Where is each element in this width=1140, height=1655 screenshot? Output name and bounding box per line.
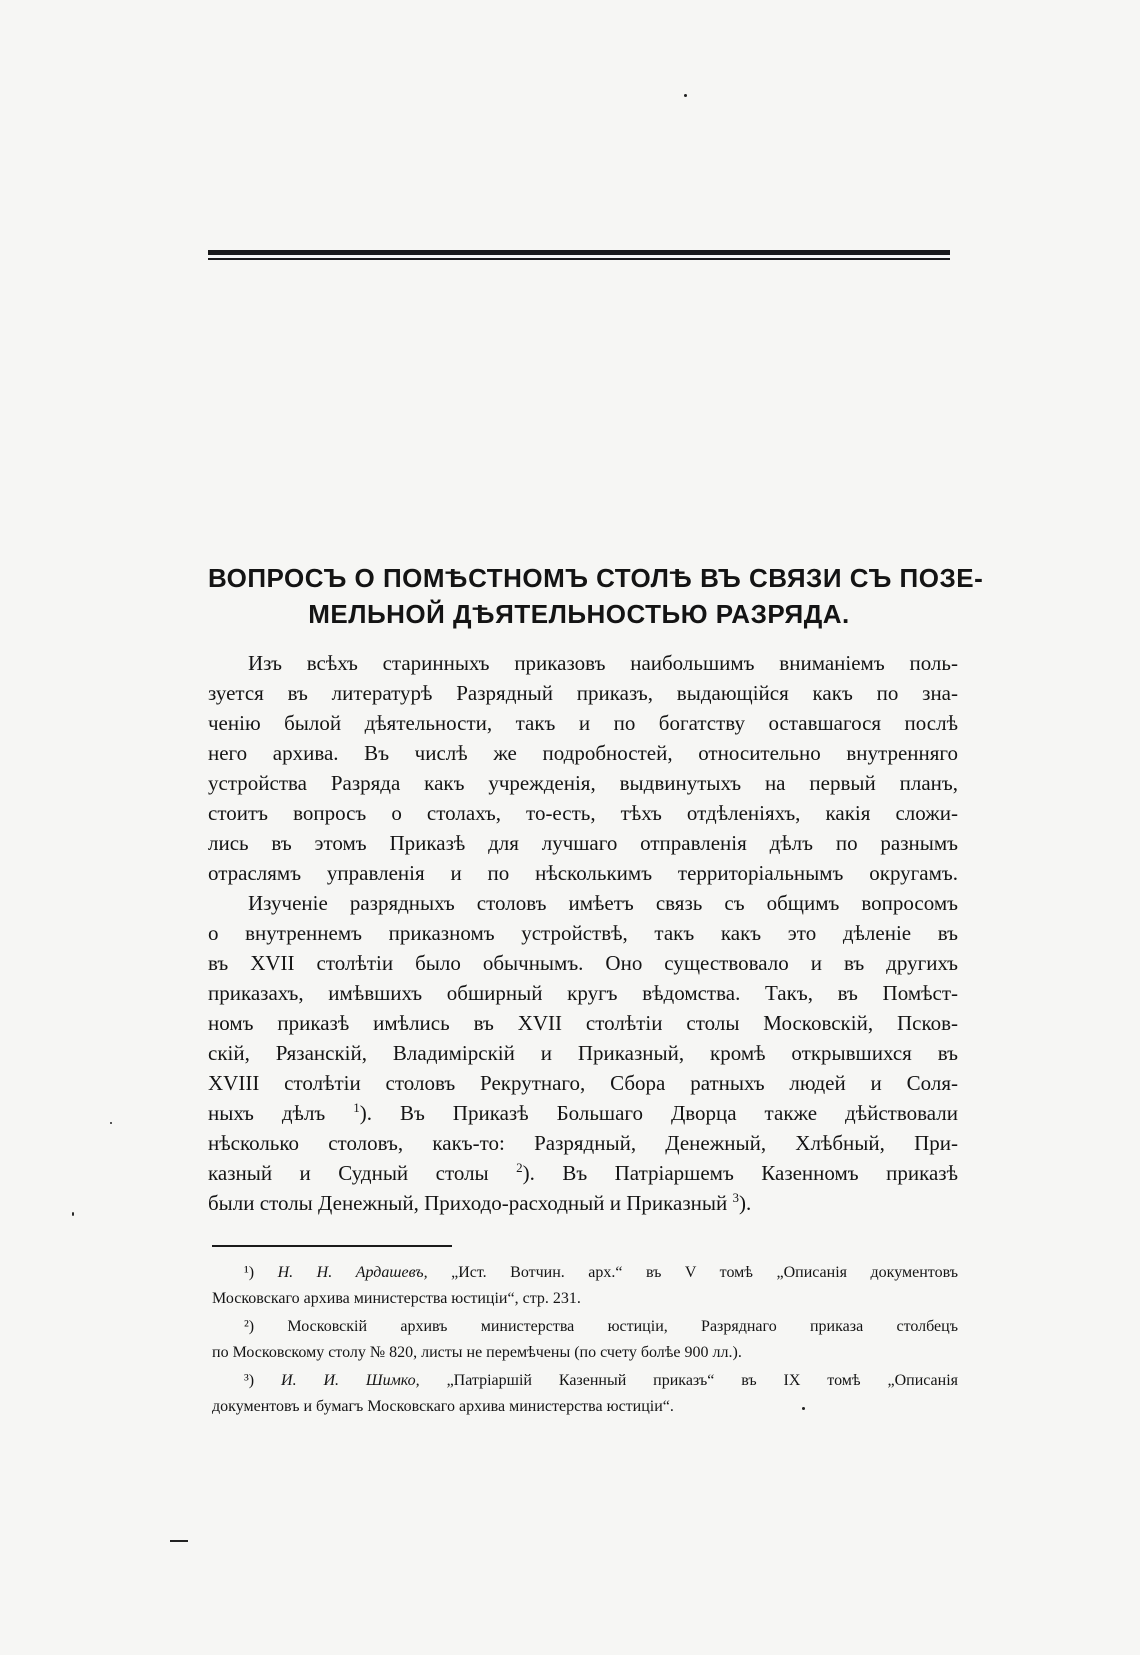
text-line: Изученіе разрядныхъ столовъ имѣетъ связь съ общимъ вопросомъ bbox=[248, 891, 958, 915]
paragraph-1 bbox=[208, 648, 958, 888]
text-fragment: ). Въ Приказѣ Большаго Дворца также дѣйствовали bbox=[359, 1101, 958, 1125]
text-line: въ XVII столѣтіи было обычнымъ. Оно существовало и въ другихъ bbox=[208, 951, 958, 975]
footnote-line: по Московскому столу № 820, листы не перемѣчены (по счету болѣе 900 лл.). bbox=[212, 1344, 742, 1361]
text-line: Изъ всѣхъ старинныхъ приказовъ наибольшимъ вниманіемъ поль- bbox=[248, 651, 958, 675]
text-fragment: ). Въ Патріаршемъ Казенномъ приказѣ bbox=[522, 1161, 958, 1185]
text-line-with-footnote-ref bbox=[208, 1098, 958, 1128]
footnote-mark: ¹) bbox=[244, 1264, 255, 1281]
body-text bbox=[208, 648, 958, 1218]
footnote-line: документовъ и бумагъ Московскаго архива министерства юстиціи“. bbox=[212, 1398, 674, 1415]
paragraph-2 bbox=[208, 888, 958, 1218]
footnote-text: „Ист. Вотчин. арх.“ въ V томѣ „Описанія документовъ bbox=[451, 1264, 958, 1281]
text-line: о внутреннемъ приказномъ устройствѣ, такъ какъ это дѣленіе въ bbox=[208, 921, 958, 945]
footnote-line: ²) Московскій архивъ министерства юстиціи, Разряднаго приказа столбецъ bbox=[244, 1318, 958, 1335]
ink-speck bbox=[684, 94, 687, 97]
footnote-2 bbox=[212, 1314, 958, 1366]
footnotes bbox=[212, 1260, 958, 1422]
text-fragment: ). bbox=[739, 1191, 752, 1215]
ink-speck bbox=[72, 1212, 74, 1216]
title-line-1: ВОПРОСЪ О ПОМѢСТНОМЪ СТОЛѢ ВЪ СВЯЗИ СЪ ПОЗЕ- bbox=[208, 563, 984, 593]
rule-thin-line bbox=[208, 258, 950, 260]
footnote-3 bbox=[212, 1368, 958, 1420]
text-fragment: казный и Судный столы bbox=[208, 1161, 489, 1185]
footnote-author: Н. Н. Ардашевъ, bbox=[277, 1264, 428, 1281]
footnote-separator bbox=[212, 1245, 452, 1247]
footnote-text: „Патріаршій Казенный приказъ“ въ IX томѣ „Описанія bbox=[446, 1372, 959, 1389]
footnote-ref-3[interactable]: 3 bbox=[732, 1190, 739, 1205]
footnote-1 bbox=[212, 1260, 958, 1312]
text-line: него архива. Въ числѣ же подробностей, относительно внутренняго bbox=[208, 741, 958, 765]
footnote-author: И. И. Шимко, bbox=[281, 1372, 420, 1389]
text-fragment: были столы Денежный, Приходо-расходный и Приказный bbox=[208, 1191, 728, 1215]
header-double-rule bbox=[208, 250, 950, 260]
text-line: устройства Разряда какъ учрежденія, выдвинутыхъ на первый планъ, bbox=[208, 771, 958, 795]
text-line-with-footnote-ref bbox=[208, 1158, 958, 1188]
title-line-2: МЕЛЬНОЙ ДѢЯТЕЛЬНОСТЬЮ РАЗРЯДА. bbox=[308, 599, 850, 629]
text-line: стоитъ вопросъ о столахъ, то-есть, тѣхъ отдѣленіяхъ, какія сложи- bbox=[208, 801, 958, 825]
footnote-mark: ³) bbox=[244, 1372, 255, 1389]
footnote-ref-1[interactable]: 1 bbox=[353, 1100, 360, 1115]
chapter-title bbox=[208, 560, 984, 632]
text-line: зуется въ литературѣ Разрядный приказъ, выдающійся какъ по зна- bbox=[208, 681, 958, 705]
text-line: скій, Рязанскій, Владимірскій и Приказный, кромѣ открывшихся въ bbox=[208, 1041, 958, 1065]
text-line: отраслямъ управленія и по нѣсколькимъ территоріальнымъ округамъ. bbox=[208, 861, 958, 885]
text-line: приказахъ, имѣвшихъ обширный кругъ вѣдомства. Такъ, въ Помѣст- bbox=[208, 981, 958, 1005]
margin-dash-mark bbox=[170, 1540, 188, 1542]
footnote-line bbox=[212, 1260, 958, 1286]
rule-thick-line bbox=[208, 250, 950, 255]
text-line-with-footnote-ref bbox=[208, 1188, 958, 1218]
text-line: XVIII столѣтіи столовъ Рекрутнаго, Сбора ратныхъ людей и Соля- bbox=[208, 1071, 958, 1095]
footnote-line: Московскаго архива министерства юстиціи“, стр. 231. bbox=[212, 1290, 581, 1307]
text-line: лись въ этомъ Приказѣ для лучшаго отправленія дѣлъ по разнымъ bbox=[208, 831, 958, 855]
text-line: ченію былой дѣятельности, такъ и по богатству оставшагося послѣ bbox=[208, 711, 958, 735]
footnote-line bbox=[212, 1368, 958, 1394]
ink-speck bbox=[110, 1122, 112, 1124]
text-line: нѣсколько столовъ, какъ-то: Разрядный, Денежный, Хлѣбный, При- bbox=[208, 1131, 958, 1155]
text-fragment: ныхъ дѣлъ bbox=[208, 1101, 326, 1125]
footnote-ref-2[interactable]: 2 bbox=[516, 1160, 523, 1175]
text-line: номъ приказѣ имѣлись въ XVII столѣтіи столы Московскій, Псков- bbox=[208, 1011, 958, 1035]
